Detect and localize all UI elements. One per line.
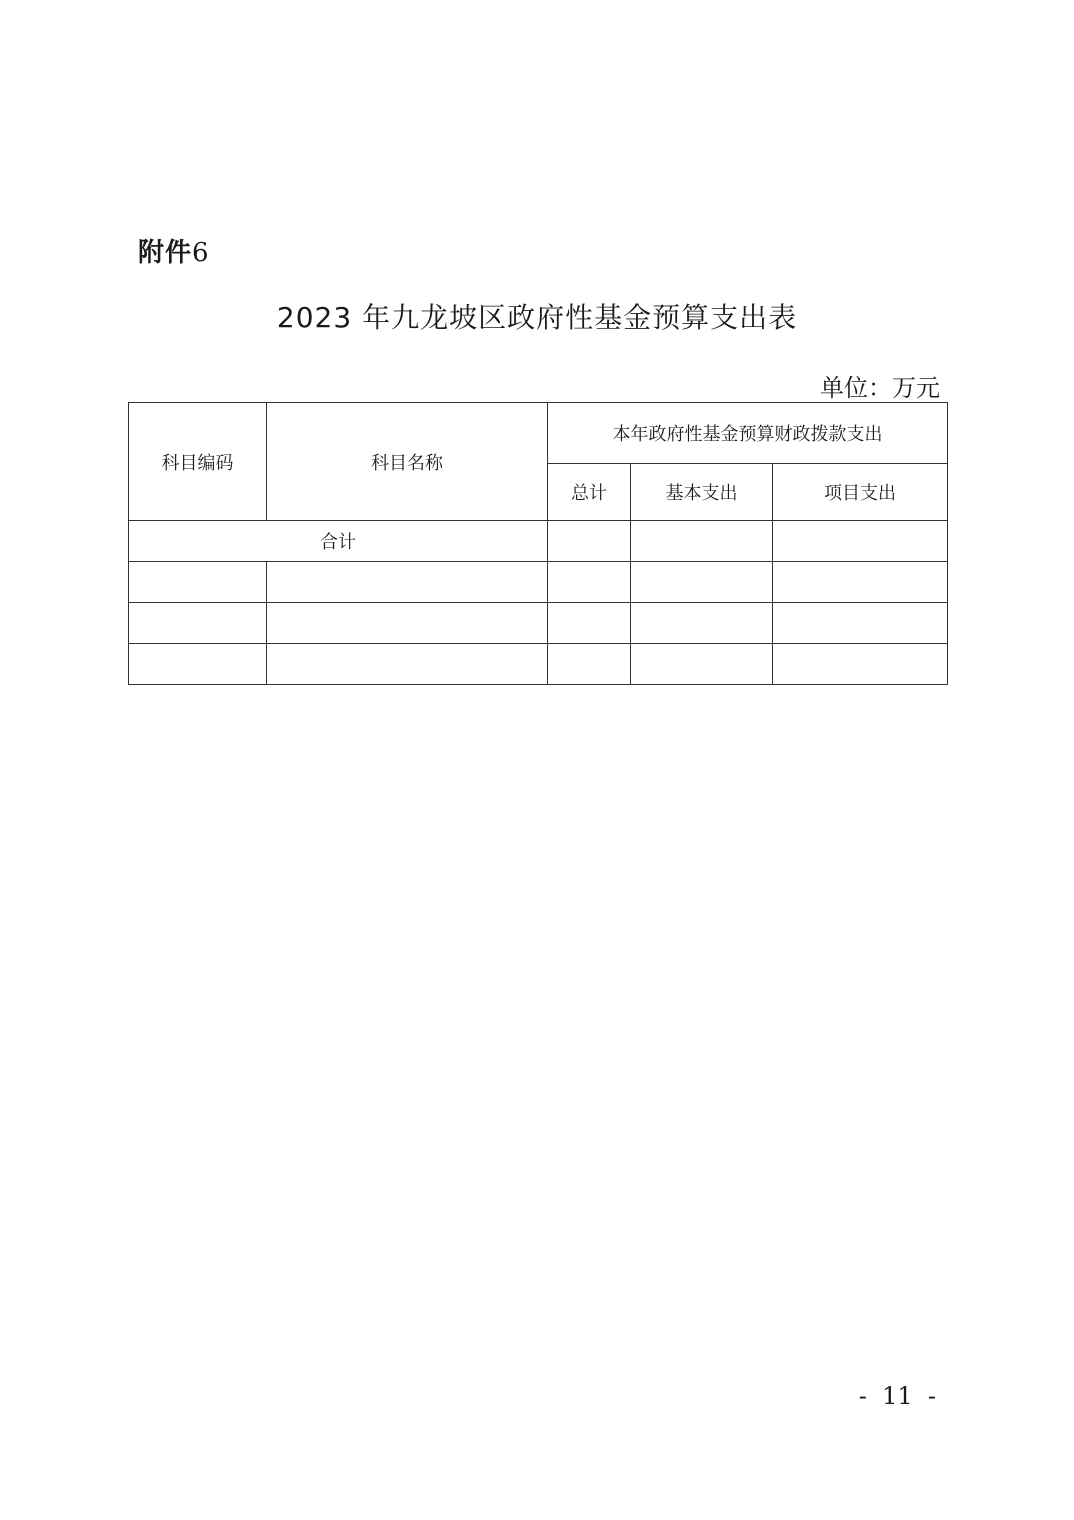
row-project bbox=[773, 562, 948, 603]
attachment-number: 6 bbox=[192, 238, 210, 268]
unit-label: 单位：万元 bbox=[820, 374, 940, 402]
table-row bbox=[129, 562, 948, 603]
page-title: 2023 年九龙坡区政府性基金预算支出表 bbox=[276, 301, 798, 334]
total-row bbox=[129, 521, 948, 562]
total-row-basic bbox=[631, 521, 773, 562]
header-name: 科目名称 bbox=[267, 403, 548, 521]
row-name bbox=[267, 603, 548, 644]
header-group: 本年政府性基金预算财政拨款支出 bbox=[548, 403, 948, 464]
row-name bbox=[267, 644, 548, 685]
attachment-text: 附件 bbox=[138, 238, 193, 268]
row-project bbox=[773, 644, 948, 685]
row-code bbox=[129, 562, 267, 603]
budget-table bbox=[128, 402, 948, 685]
row-basic bbox=[631, 644, 773, 685]
row-code bbox=[129, 644, 267, 685]
row-code bbox=[129, 603, 267, 644]
header-project: 项目支出 bbox=[773, 464, 948, 521]
header-basic: 基本支出 bbox=[631, 464, 773, 521]
table-row bbox=[129, 644, 948, 685]
table-row bbox=[129, 603, 948, 644]
page-number: - 11 - bbox=[858, 1382, 936, 1410]
header-total: 总计 bbox=[548, 464, 631, 521]
row-project bbox=[773, 603, 948, 644]
header-row-1 bbox=[129, 403, 948, 464]
row-total bbox=[548, 562, 631, 603]
total-row-total bbox=[548, 521, 631, 562]
total-row-label: 合计 bbox=[129, 521, 548, 562]
row-total bbox=[548, 644, 631, 685]
row-basic bbox=[631, 603, 773, 644]
row-name bbox=[267, 562, 548, 603]
row-total bbox=[548, 603, 631, 644]
attachment-label bbox=[138, 232, 210, 269]
header-code: 科目编码 bbox=[129, 403, 267, 521]
total-row-project bbox=[773, 521, 948, 562]
row-basic bbox=[631, 562, 773, 603]
